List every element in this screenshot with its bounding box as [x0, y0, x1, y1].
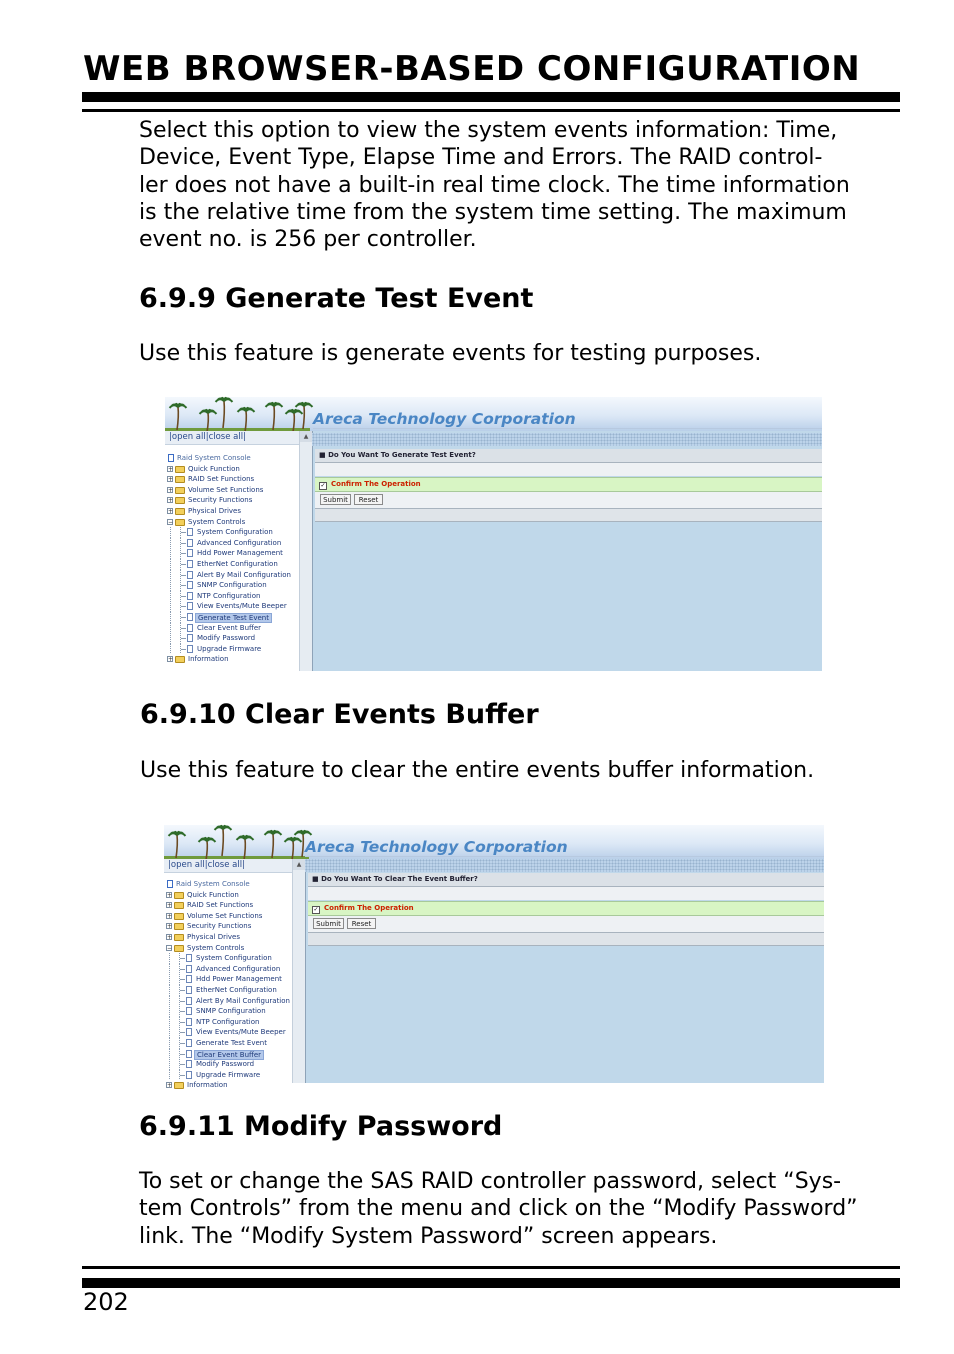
tree-connector — [170, 623, 171, 634]
tree-subitem-label: Clear Event Buffer — [197, 623, 262, 632]
section-heading-clear-events-buffer: 6.9.10 Clear Events Buffer — [140, 699, 539, 730]
folder-icon — [174, 902, 184, 909]
palm-tree-icon — [296, 403, 313, 429]
tree-connector — [169, 1006, 170, 1017]
folder-icon — [175, 476, 185, 483]
page-icon — [187, 592, 193, 600]
tree-subitem-label: View Events/Mute Beeper — [197, 602, 287, 611]
folder-icon — [174, 923, 184, 930]
intro-line: Select this option to view the system events information: Time, — [139, 118, 838, 143]
page-icon — [187, 571, 193, 579]
tree-connector — [181, 628, 186, 629]
tree-toolbar[interactable]: |open all|close all| — [165, 431, 299, 445]
button-row — [315, 492, 822, 509]
submit-button[interactable]: Submit — [320, 494, 351, 505]
intro-line: Device, Event Type, Elapse Time and Errors. The RAID control- — [139, 145, 823, 171]
brand-title: Areca Technology Corporation — [305, 838, 568, 856]
palm-tree-icon — [266, 403, 283, 430]
submit-button[interactable]: Submit — [313, 918, 344, 929]
tree-connector — [181, 553, 186, 554]
tree-connector — [180, 958, 185, 959]
tree-item-label: Information — [188, 655, 229, 664]
tree-connector — [169, 1049, 170, 1060]
page-number: 202 — [83, 1288, 129, 1316]
tree-connector — [170, 633, 171, 644]
page-heading: WEB BROWSER-BASED CONFIGURATION — [83, 49, 861, 89]
expand-icon[interactable]: + — [167, 902, 173, 910]
confirm-label: Confirm The Operation — [324, 904, 414, 912]
folder-icon — [175, 508, 185, 515]
tree-connector — [181, 649, 186, 650]
tree-connector — [170, 612, 171, 623]
folder-icon — [174, 913, 184, 920]
spacer-row — [308, 887, 824, 900]
tree-root-label: Raid System Console — [177, 454, 251, 462]
prompt-row: ■ Do You Want To Generate Test Event? — [315, 449, 822, 463]
page-icon — [187, 539, 193, 547]
expand-icon[interactable]: + — [167, 923, 173, 931]
page-icon — [186, 997, 192, 1005]
expand-icon[interactable]: + — [167, 912, 173, 920]
page-icon — [187, 645, 193, 653]
tree-connector — [180, 969, 185, 970]
tree-connector — [169, 1059, 170, 1070]
tree-connector — [181, 532, 186, 533]
section-body-modify-password — [139, 1168, 858, 1250]
brand-title: Areca Technology Corporation — [313, 410, 576, 428]
blank-row — [308, 933, 824, 946]
reset-button[interactable]: Reset — [347, 918, 376, 929]
console-icon — [168, 454, 174, 462]
page-icon — [186, 1071, 192, 1079]
confirm-row — [308, 901, 824, 916]
tree-subitem-label: SNMP Configuration — [197, 581, 267, 590]
prompt-text: Do You Want To Generate Test Event? — [328, 451, 476, 459]
tree-item-label: Quick Function — [188, 464, 240, 473]
tree-subitem-label: NTP Configuration — [196, 1017, 260, 1026]
page-icon — [186, 965, 192, 973]
left-nav-panel — [165, 431, 300, 671]
tree-connector — [180, 1064, 185, 1065]
section-body-generate-test-event — [139, 340, 761, 367]
page-icon — [187, 624, 193, 632]
page-icon — [186, 1018, 192, 1026]
header-rule-thin — [82, 109, 900, 112]
tree-item-label: Physical Drives — [188, 506, 242, 515]
folder-icon — [175, 519, 185, 526]
tree-connector — [181, 617, 186, 618]
page-icon — [186, 986, 192, 994]
tree-subitem-label: EtherNet Configuration — [196, 985, 277, 994]
palm-tree-icon — [169, 832, 186, 858]
tree-connector — [169, 974, 170, 985]
confirm-checkbox[interactable]: ✓ — [313, 906, 319, 913]
page-icon — [187, 581, 193, 589]
tree-subitem-label: Modify Password — [196, 1060, 255, 1069]
prompt-text: Do You Want To Clear The Event Buffer? — [321, 875, 478, 883]
prompt-row: ■ Do You Want To Clear The Event Buffer? — [308, 873, 824, 887]
folder-icon — [175, 487, 185, 494]
tree-connector — [169, 1017, 170, 1028]
expand-icon[interactable]: + — [168, 497, 174, 505]
tree-connector — [180, 1054, 185, 1055]
scroll-up-icon[interactable]: ▲ — [293, 859, 305, 870]
intro-line: ler does not have a built-in real time clock. The time information — [139, 172, 850, 198]
page-icon — [186, 1007, 192, 1015]
tree-item-label: RAID Set Functions — [187, 901, 254, 910]
tree-subitem-label: Advanced Configuration — [196, 964, 281, 973]
page-icon — [186, 1060, 192, 1068]
folder-icon — [175, 466, 185, 473]
tree-connector — [181, 543, 186, 544]
page-icon — [186, 954, 192, 962]
tree-root-label: Raid System Console — [176, 880, 250, 888]
tree-connector — [180, 1022, 185, 1023]
tree-item-label: Physical Drives — [187, 932, 241, 941]
tree-connector — [170, 559, 171, 570]
tree-subitem-label: EtherNet Configuration — [197, 559, 278, 568]
screenshot-generate-test-event — [165, 397, 822, 671]
blank-row — [315, 509, 822, 522]
tree-connector — [169, 953, 170, 964]
tree-item-label: RAID Set Functions — [188, 475, 255, 484]
dotted-header-band — [312, 433, 822, 446]
tree-item-label: Volume Set Functions — [188, 485, 264, 494]
page-icon — [187, 634, 193, 642]
tree-subitem-label: View Events/Mute Beeper — [196, 1028, 286, 1037]
page-icon — [187, 560, 193, 568]
tree-subitem-label: Alert By Mail Configuration — [196, 996, 290, 1005]
palm-tree-icon — [215, 826, 232, 856]
tree-connector — [181, 638, 186, 639]
folder-icon — [175, 497, 185, 504]
tree-connector — [169, 964, 170, 975]
page-icon — [186, 1039, 192, 1047]
header-rule-thick — [82, 92, 900, 102]
section-body-line: Use this feature is generate events for testing purposes. — [139, 341, 762, 366]
collapse-icon[interactable]: − — [168, 518, 174, 526]
tree-item-label: System Controls — [187, 943, 245, 952]
page-icon — [187, 549, 193, 557]
collapse-icon[interactable]: − — [167, 944, 173, 952]
tree-connector — [181, 596, 186, 597]
tree-connector — [180, 990, 185, 991]
tree-connector — [169, 985, 170, 996]
screenshot-clear-event-buffer — [164, 825, 824, 1090]
footer-rule-thick — [82, 1278, 900, 1288]
tree-item-label: System Controls — [188, 517, 246, 526]
page-icon — [187, 528, 193, 536]
spacer-row — [315, 463, 822, 476]
tree-item-label: Quick Function — [187, 890, 239, 899]
tree-connector — [170, 538, 171, 549]
palm-trees-logo — [165, 397, 310, 433]
folder-icon — [174, 892, 184, 899]
tree-connector — [180, 1075, 185, 1076]
tree-subitem-label: Hdd Power Management — [196, 975, 282, 984]
tree-scrollbar[interactable] — [299, 431, 313, 671]
palm-tree-icon — [265, 831, 282, 858]
tree-connector — [181, 575, 186, 576]
page-icon — [186, 1028, 192, 1036]
section-heading-modify-password: 6.9.11 Modify Password — [139, 1111, 503, 1142]
tree-connector — [170, 548, 171, 559]
tree-subitem-label: Advanced Configuration — [197, 538, 282, 547]
tree-item-label: Security Functions — [187, 922, 252, 931]
section-body-line: tem Controls” from the menu and click on the “Modify Password” — [139, 1196, 858, 1222]
page-icon — [186, 1050, 192, 1058]
folder-icon — [174, 1082, 184, 1089]
expand-icon[interactable]: + — [168, 507, 174, 515]
section-body-line: To set or change the SAS RAID controller password, select “Sys- — [139, 1169, 842, 1194]
palm-trees-logo — [164, 825, 309, 861]
tree-connector — [181, 606, 186, 607]
page-icon — [187, 613, 193, 621]
tree-connector — [180, 979, 185, 980]
tree-connector — [169, 1027, 170, 1038]
tree-connector — [169, 1038, 170, 1049]
section-body-clear-events-buffer — [140, 757, 814, 784]
tree-subitem-label: Upgrade Firmware — [196, 1070, 261, 1079]
tree-subitem-label: Generate Test Event — [196, 1038, 267, 1047]
folder-icon — [174, 945, 184, 952]
tree-item-label: Security Functions — [188, 496, 253, 505]
left-nav-panel — [164, 859, 293, 1090]
reset-button[interactable]: Reset — [354, 494, 383, 505]
folder-icon — [174, 934, 184, 941]
tree-subitem-label: Hdd Power Management — [197, 549, 283, 558]
brand-underline — [305, 856, 824, 857]
tree-connector — [181, 564, 186, 565]
dotted-header-band — [305, 859, 824, 872]
expand-icon[interactable]: + — [167, 891, 173, 899]
tree-subitem-label: System Configuration — [196, 954, 272, 963]
scroll-up-icon[interactable]: ▲ — [300, 431, 312, 442]
brand-underline — [313, 428, 822, 429]
expand-icon[interactable]: + — [168, 476, 174, 484]
tree-connector — [170, 580, 171, 591]
palm-tree-icon — [170, 404, 187, 430]
expand-icon[interactable]: + — [167, 1082, 173, 1090]
tree-subitem-label: Clear Event Buffer — [194, 1050, 264, 1060]
tree-subitem-label: NTP Configuration — [197, 591, 261, 600]
page-icon — [186, 975, 192, 983]
confirm-checkbox[interactable]: ✓ — [320, 482, 326, 489]
section-body-line: Use this feature to clear the entire events buffer information. — [140, 758, 815, 783]
tree-scrollbar[interactable] — [292, 859, 306, 1083]
tree-connector — [170, 591, 171, 602]
tree-item-label: Volume Set Functions — [187, 911, 263, 920]
button-row — [308, 916, 824, 933]
expand-icon[interactable]: + — [167, 933, 173, 941]
tree-toolbar[interactable]: |open all|close all| — [164, 859, 292, 873]
tree-subitem-label: Modify Password — [197, 634, 256, 643]
intro-line: event no. is 256 per controller. — [139, 227, 477, 253]
section-body-line: link. The “Modify System Password” screen appears. — [139, 1223, 718, 1249]
tree-connector — [181, 585, 186, 586]
tree-connector — [169, 1070, 170, 1081]
console-icon — [167, 880, 173, 888]
page-icon — [187, 602, 193, 610]
expand-icon[interactable]: + — [168, 656, 174, 664]
confirm-label: Confirm The Operation — [331, 480, 421, 488]
tree-item-label: Information — [187, 1081, 228, 1090]
tree-subitem-label: Alert By Mail Configuration — [197, 570, 291, 579]
confirm-row — [315, 477, 822, 492]
tree-subitem-label: SNMP Configuration — [196, 1007, 266, 1016]
expand-icon[interactable]: + — [168, 465, 174, 473]
tree-subitem-label: System Configuration — [197, 528, 273, 537]
tree-connector — [180, 1001, 185, 1002]
footer-rule-thin — [82, 1266, 900, 1269]
tree-subitem-label: Generate Test Event — [195, 613, 272, 623]
section-heading-generate-test-event: 6.9.9 Generate Test Event — [139, 283, 534, 314]
expand-icon[interactable]: + — [168, 486, 174, 494]
tree-connector — [169, 996, 170, 1007]
tree-connector — [180, 1032, 185, 1033]
intro-line: is the relative time from the system time setting. The maximum — [139, 199, 847, 225]
palm-tree-icon — [216, 398, 233, 428]
tree-connector — [170, 570, 171, 581]
folder-icon — [175, 656, 185, 663]
tree-connector — [170, 644, 171, 655]
tree-subitem-label: Upgrade Firmware — [197, 644, 262, 653]
tree-connector — [170, 601, 171, 612]
intro-paragraph — [139, 117, 850, 253]
tree-connector — [170, 527, 171, 538]
tree-connector — [180, 1011, 185, 1012]
tree-connector — [180, 1043, 185, 1044]
